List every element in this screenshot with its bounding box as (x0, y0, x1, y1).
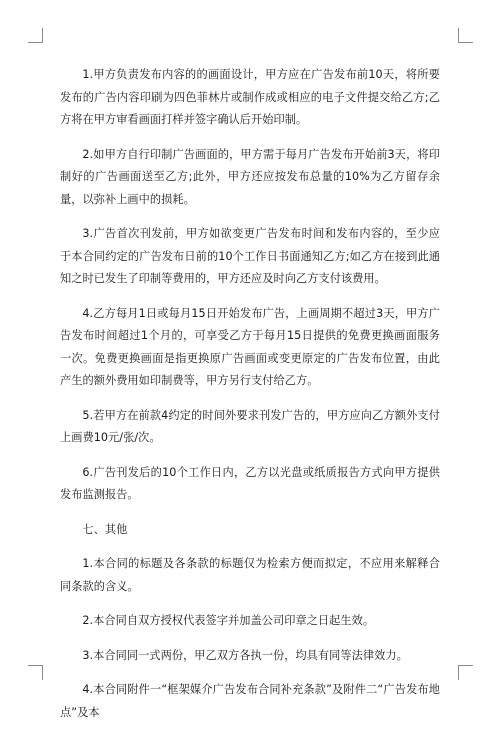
paragraph-change-notice: 3.广告首次刊发前，甲方如欲变更广告发布时间和发布内容的，至少应于本合同约定的广告发布日前的10个工作日书面通知乙方;如乙方在接到此通知之时已发生了印制等费用的，甲方还应及时向乙方支付该费用。 (60, 227, 440, 285)
paragraph-titles-meaning: 1.本合同的标题及各条款的标题仅为检索方便而拟定，不应用来解释合同条款的含义。 (60, 557, 440, 593)
paragraph-effective-date: 2.本合同自双方授权代表签字并加盖公司印章之日起生效。 (82, 614, 375, 627)
paragraph-extra-fee: 5.若甲方在前款4约定的时间外要求刊发广告的，甲方应向乙方额外支付上画费10元/张/次。 (60, 408, 440, 444)
document-body (60, 64, 440, 736)
paragraph-release-schedule: 4.乙方每月1日或每月15日开始发布广告，上画周期不超过3天，甲方广告发布时间超过1个月的，可享受乙方于每月15日提供的免费更换画面服务一次。免费更换画面是指更换原广告画面或变更原定的广告发布位置，由此产生的额外费用如印制费等，甲方另行支付给乙方。 (60, 306, 440, 387)
paragraph-self-printing: 2.如甲方自行印制广告画面的，甲方需于每月广告发布开始前3天，将印制好的广告画面送至乙方;此外，甲方还应按发布总量的10%为乙方留存余量，以弥补上画中的损耗。 (60, 147, 440, 206)
crop-mark-bottom-left (28, 665, 43, 680)
paragraph-design-submission: 1.甲方负责发布内容的的画面设计，甲方应在广告发布前10天，将所要发布的广告内容印刷为四色菲林片或制作成或相应的电子文件提交给乙方;乙方将在甲方审看画面打样并签字确认后开始印制。 (60, 68, 440, 126)
paragraph-copies: 3.本合同同一式两份，甲乙双方各执一份，均具有同等法律效力。 (82, 648, 408, 662)
section-heading-other: 七、其他 (82, 522, 128, 536)
crop-mark-bottom-right (458, 665, 473, 680)
crop-mark-top-left (28, 28, 43, 43)
crop-mark-top-right (458, 28, 473, 43)
paragraph-monitoring-report: 6.广告刊发后的10个工作日内，乙方以光盘或纸质报告方式向甲方提供发布监测报告。 (60, 465, 440, 501)
paragraph-attachments: 4.本合同附件一“框架媒介广告发布合同补充条款”及附件二“广告发布地点”及本 (60, 683, 440, 719)
